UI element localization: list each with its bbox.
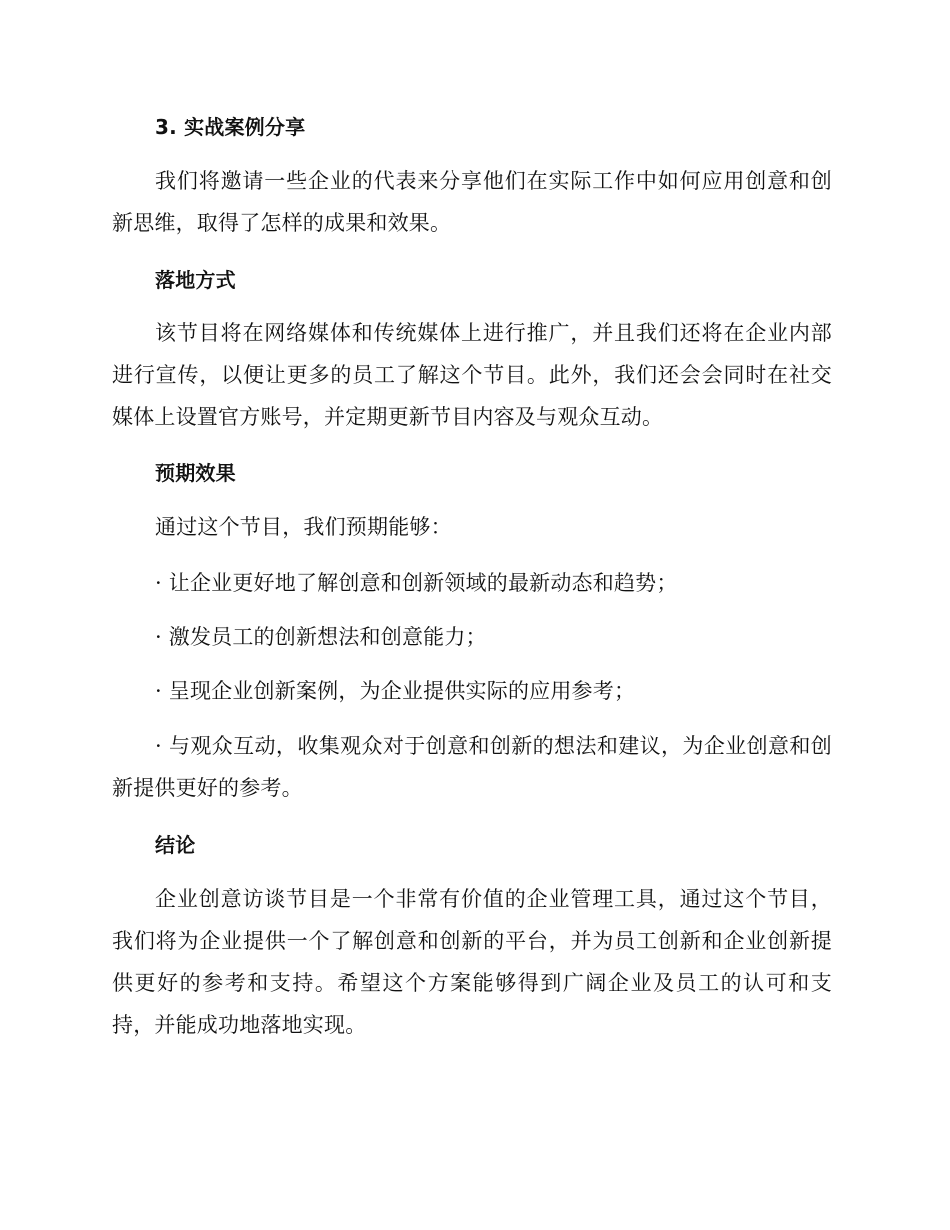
section-heading-conclusion: 结论 [155,833,196,857]
list-item: · 让企业更好地了解创意和创新领域的最新动态和趋势； [155,571,678,595]
list-item: · 与观众互动，收集观众对于创意和创新的想法和建议，为企业创意和创新提供更好的参考。 [112,734,832,800]
list-item: · 激发员工的创新想法和创意能力； [155,625,487,649]
paragraph-expected-intro: 通过这个节目，我们预期能够： [155,515,452,539]
list-item: · 呈现企业创新案例，为企业提供实际的应用参考； [155,679,636,703]
paragraph-conclusion: 企业创意访谈节目是一个非常有价值的企业管理工具，通过这个节目，我们将为企业提供一个了解创意和创新的平台，并为员工创新和企业创新提供更好的参考和支持。希望这个方案能够得到广阔企业及员工的认可和支持，并能成功地落地实现。 [112,887,832,1037]
paragraph-landing: 该节目将在网络媒体和传统媒体上进行推广，并且我们还将在企业内部进行宣传，以便让更多的员工了解这个节目。此外，我们还会会同时在社交媒体上设置官方账号，并定期更新节目内容及与观众互动。 [112,321,832,429]
paragraph-case-sharing: 我们将邀请一些企业的代表来分享他们在实际工作中如何应用创意和创新思维，取得了怎样的成果和效果。 [112,169,832,235]
section-heading-landing: 落地方式 [155,268,236,292]
section-heading-expected: 预期效果 [155,461,236,485]
section-heading-case-sharing: 3. 实战案例分享 [155,115,306,139]
